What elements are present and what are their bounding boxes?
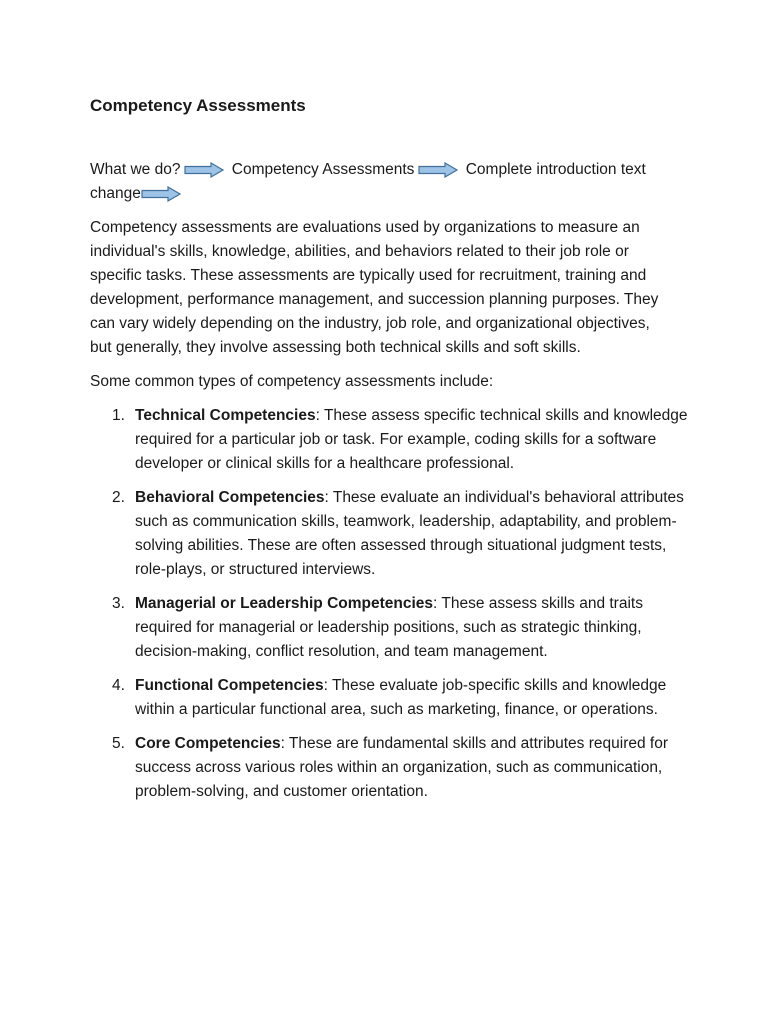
list-item	[90, 674, 690, 722]
breadcrumb-item-intro-text-change: Complete introduction text change	[90, 161, 646, 203]
list-item	[90, 592, 690, 664]
competency-types-list	[90, 404, 690, 804]
list-term: Technical Competencies	[135, 407, 316, 425]
breadcrumb-item-competency-assessments: Competency Assessments	[231, 161, 415, 178]
list-number: 2.	[112, 489, 125, 507]
list-intro: Some common types of competency assessments include:	[90, 373, 494, 391]
list-term: Managerial or Leadership Competencies	[135, 595, 434, 613]
intro-paragraph: Competency assessments are evaluations used by organizations to measure an individual's skills, knowledge, abilities, and behaviors related to their job role or specific tasks. These assessments are typically used for recruitment, training and development, performance management, and succession planning purposes. They can vary widely depending on the industry, job role, and organizational objectives, but generally, they involve assessing both technical skills and soft skills.	[90, 219, 659, 357]
list-item	[90, 732, 690, 804]
list-number: 4.	[112, 677, 125, 695]
right-arrow-icon	[184, 162, 224, 178]
list-number: 5.	[112, 735, 125, 753]
list-item	[90, 404, 690, 476]
page-title: Competency Assessments	[90, 96, 306, 115]
list-description: : These are fundamental skills and attributes required for success across various roles within an organization, such as communication, problem-solving, and customer orientation.	[135, 735, 669, 801]
right-arrow-icon	[141, 186, 181, 202]
list-term: Core Competencies	[135, 735, 281, 753]
list-description: : These evaluate job-specific skills and knowledge within a particular functional area, such as marketing, finance, or operations.	[135, 677, 667, 719]
list-number: 3.	[112, 595, 125, 613]
list-item	[90, 486, 690, 582]
list-description: : These assess skills and traits required for managerial or leadership positions, such as strategic thinking, decision-making, conflict resolution, and team management.	[135, 595, 643, 661]
right-arrow-icon	[418, 162, 458, 178]
breadcrumb-item-what-we-do: What we do?	[90, 161, 181, 178]
document-page	[90, 92, 690, 814]
list-description: : These assess specific technical skills and knowledge required for a particular job or task. For example, coding skills for a software developer or clinical skills for a healthcare professional.	[135, 407, 688, 473]
list-description: : These evaluate an individual's behavioral attributes such as communication skills, teamwork, leadership, adaptability, and problem-solving abilities. These are often assessed through situational judgment tests, role-plays, or structured interviews.	[135, 489, 684, 579]
list-term: Functional Competencies	[135, 677, 324, 695]
breadcrumb	[90, 158, 670, 206]
list-term: Behavioral Competencies	[135, 489, 325, 507]
list-number: 1.	[112, 407, 125, 425]
